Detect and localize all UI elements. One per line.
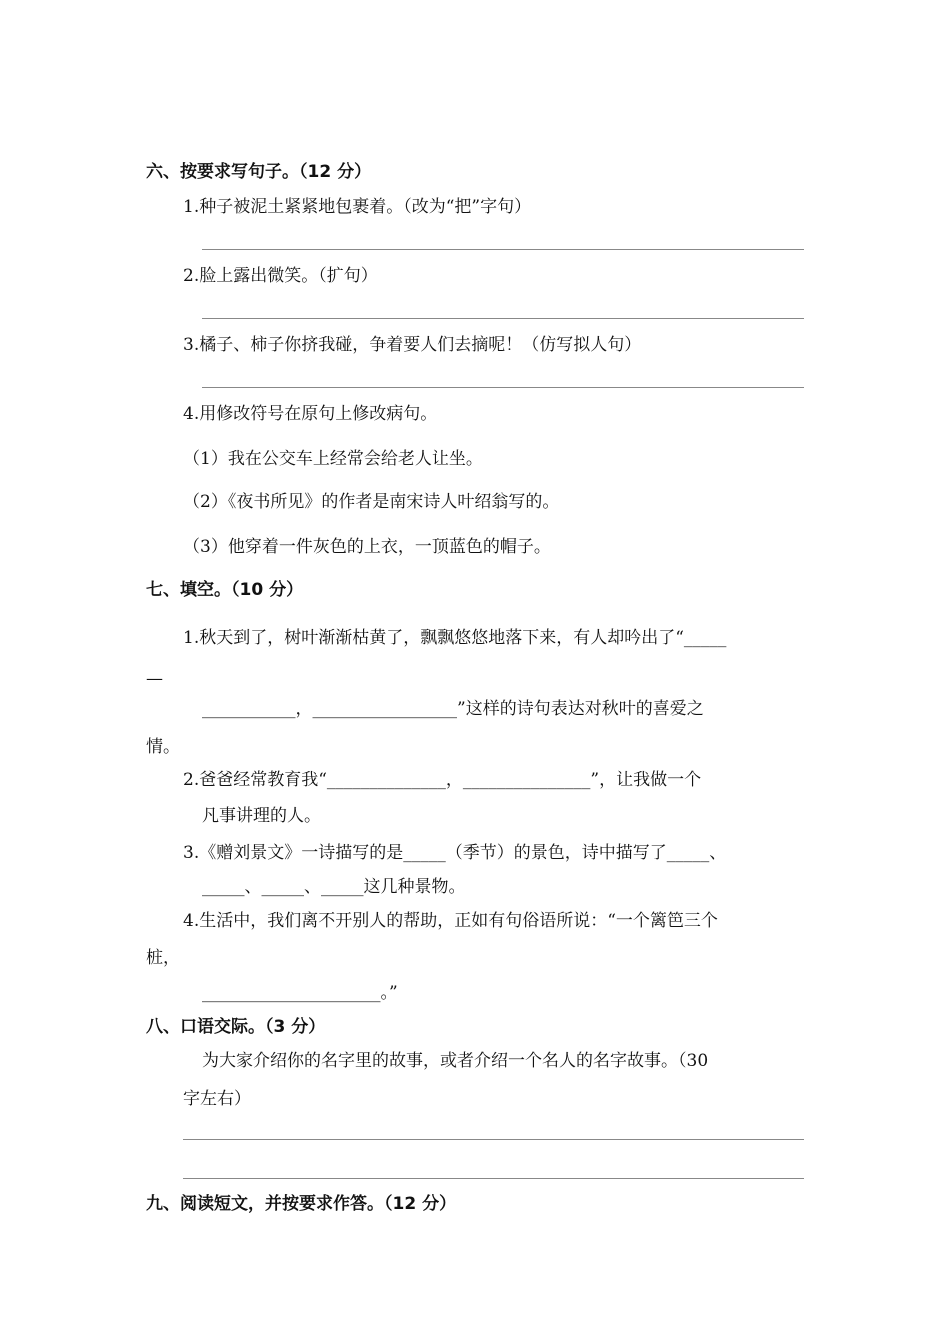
s6-answer-line-2[interactable] (202, 318, 804, 319)
s7-question-4-line-a: 4.生活中，我们离不开别人的帮助，正如有句俗语所说：“一个篱笆三个 (183, 911, 718, 931)
s7-question-1-line-a: 1.秋天到了，树叶渐渐枯黄了，飘飘悠悠地落下来，有人却吟出了“_____ (183, 628, 727, 648)
s7-question-2-line-a: 2.爸爸经常教育我“______________，_______________”，让我做一个 (183, 770, 702, 790)
s6-question-4-2: （2）《夜书所见》的作者是南宋诗人叶绍翁写的。 (183, 492, 560, 512)
s8-answer-line-2[interactable] (183, 1178, 804, 1179)
s7-question-2-line-b: 凡事讲理的人。 (202, 806, 321, 826)
s8-prompt-line-a: 为大家介绍你的名字里的故事，或者介绍一个名人的名字故事。（30 (202, 1051, 709, 1071)
section-7-heading: 七、填空。（10 分） (146, 580, 304, 600)
s8-prompt-line-b: 字左右） (183, 1089, 251, 1109)
s7-question-1-line-d: 情。 (146, 737, 180, 757)
section-6-heading: 六、按要求写句子。（12 分） (146, 162, 372, 182)
s6-question-4-3: （3）他穿着一件灰色的上衣，一顶蓝色的帽子。 (183, 537, 551, 557)
section-8-heading: 八、口语交际。（3 分） (146, 1017, 326, 1037)
s7-question-3-line-b: _____、_____、_____这几种景物。 (202, 877, 466, 897)
s6-answer-line-3[interactable] (202, 387, 804, 388)
s6-question-3: 3.橘子、柿子你挤我碰，争着要人们去摘呢！（仿写拟人句） (183, 335, 642, 355)
s8-answer-line-1[interactable] (183, 1139, 804, 1140)
s6-question-4: 4.用修改符号在原句上修改病句。 (183, 404, 438, 424)
s6-question-2: 2.脸上露出微笑。（扩句） (183, 266, 378, 286)
s6-question-4-1: （1）我在公交车上经常会给老人让坐。 (183, 449, 483, 469)
s6-question-1: 1.种子被泥土紧紧地包裹着。（改为“把”字句） (183, 197, 532, 217)
section-9-heading: 九、阅读短文，并按要求作答。（12 分） (146, 1194, 457, 1214)
s6-answer-line-1[interactable] (202, 249, 804, 250)
s7-question-3-line-a: 3.《赠刘景文》一诗描写的是_____（季节）的景色，诗中描写了_____、 (183, 843, 727, 863)
s7-question-1-line-c: ___________，_________________”这样的诗句表达对秋叶的喜爱之 (202, 699, 704, 719)
s7-question-1-line-b: — (146, 669, 163, 689)
s7-question-4-line-c: _____________________。” (202, 983, 398, 1003)
s7-question-4-line-b: 桩， (146, 948, 180, 968)
